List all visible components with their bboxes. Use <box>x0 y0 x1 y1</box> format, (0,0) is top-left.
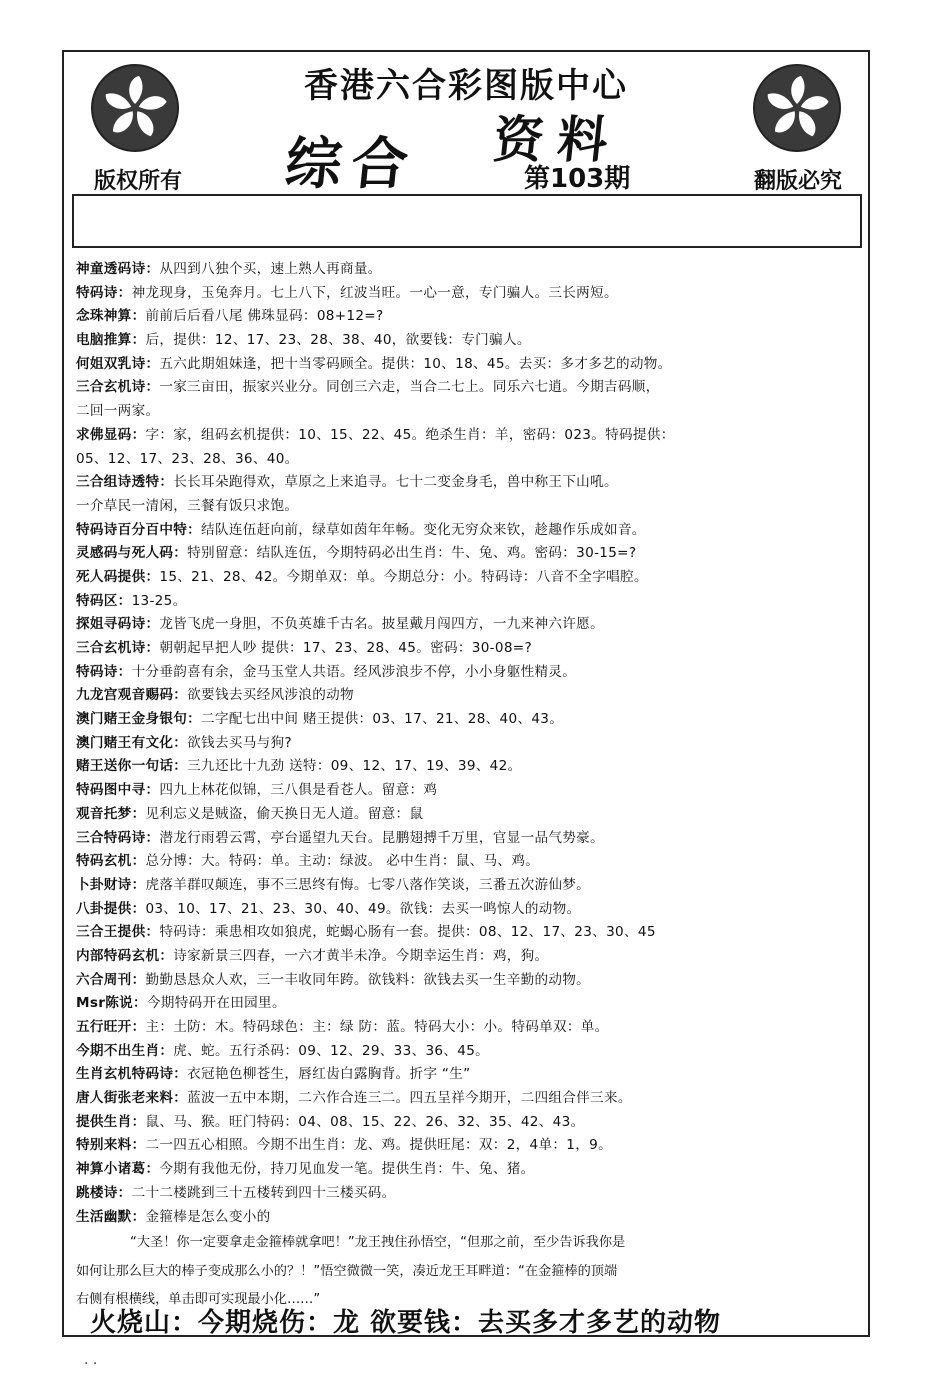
tip-line <box>76 874 860 898</box>
tip-lines <box>76 258 860 1229</box>
tip-text: 特码诗：乘患相攻如狼虎，蛇蝎心肠有一套。提供：08、12、17、23、30、45 <box>159 924 656 941</box>
tip-text: 二十二楼跳到三十五楼转到四十三楼买码。 <box>131 1184 396 1201</box>
tip-text: 龙皆飞虎一身胆，不负英雄千古名。披星戴月闯四方，一九来神六许愿。 <box>159 616 604 633</box>
tip-label: 六合周刊： <box>76 971 146 988</box>
tip-line <box>76 1063 860 1087</box>
tip-label: 生活幽默： <box>76 1208 146 1225</box>
tip-text: 结队连伍赶向前，绿草如茵年年畅。变化无穷众来钦，趁趣作乐成如音。 <box>201 521 646 538</box>
tip-text: 潜龙行雨碧云霄，亭台遥望九天台。昆鹏翅搏千万里，官显一品气势豪。 <box>159 829 604 846</box>
tip-label: 灵感码与死人码： <box>76 545 188 562</box>
tip-label: 电脑推算： <box>76 332 146 349</box>
tip-text: 勤勤恳恳众人欢，三一丰收同年跨。欲钱料：欲钱去买一生辛勤的动物。 <box>145 971 591 988</box>
copyright-left: 版权所有 <box>94 168 183 194</box>
tip-text: 今期特码开在田园里。 <box>146 995 286 1012</box>
tip-text: 后，提供：12、17、23、28、38、40，欲要钱：专门骗人。 <box>145 332 531 349</box>
tip-line <box>76 1016 860 1040</box>
tip-line <box>76 850 860 874</box>
tip-text: 五六此期姐妹逢，把十当零码顾全。提供：10、18、45。去买：多才多艺的动物。 <box>159 355 672 372</box>
tip-line <box>76 1182 860 1206</box>
tip-label: 求佛显码： <box>76 426 146 443</box>
tip-label: 五行旺开： <box>76 1019 146 1035</box>
tip-text: 13-25。 <box>131 592 187 609</box>
tip-label: 特码区： <box>76 592 132 609</box>
tip-line <box>76 566 860 590</box>
tip-text: 鼠、马、猴。旺门特码：04、08、15、22、26、32、35、42、43。 <box>145 1113 585 1130</box>
tip-text: 03、10、17、21、23、30、40、49。欲钱：去买一鸣惊人的动物。 <box>145 900 581 917</box>
tip-label: 三合玄机诗： <box>76 640 160 656</box>
tip-line <box>76 329 860 353</box>
tip-text: 虎、蛇。五行杀码：09、12、29、33、36、45。 <box>173 1042 490 1059</box>
tip-line <box>76 1087 860 1111</box>
tip-label: 探姐寻码诗： <box>76 616 160 633</box>
tip-line <box>76 921 860 945</box>
tip-label: 念珠神算： <box>76 308 146 325</box>
tip-label: 何姐双乳诗： <box>76 355 160 372</box>
tip-line <box>76 898 860 922</box>
tip-line <box>76 353 860 377</box>
issue-number: 第103期 <box>524 164 631 194</box>
tip-line <box>76 945 860 969</box>
tip-line <box>76 708 860 732</box>
tip-label: 死人码提供： <box>76 568 160 585</box>
tip-line <box>76 448 860 472</box>
tip-line <box>76 590 860 614</box>
tip-text: 欲钱去买马与狗? <box>187 734 292 751</box>
tip-line <box>76 732 860 756</box>
tip-text: 15、21、28、42。今期单双：单。今期总分：小。特码诗：八音不全字唱腔。 <box>159 568 648 585</box>
tip-text: 虎落羊群叹颠连，事不三思终有悔。七零八落作笑谈，三番五次游仙梦。 <box>145 876 591 893</box>
tip-line <box>76 424 860 448</box>
tip-line <box>76 542 860 566</box>
tip-text: 欲要钱去买经风涉浪的动物 <box>187 687 354 704</box>
tip-text: 蓝波一五中本期，二六作合连三二。四五呈祥今期开，二四组合伴三来。 <box>187 1090 632 1107</box>
tip-line <box>76 400 860 424</box>
tip-label: 神童透码诗： <box>76 261 160 277</box>
tip-text: 一介草民一清闲，三餐有饭只求饱。 <box>76 497 299 514</box>
tip-text: 见利忘义是贼盗，偷天换日无人道。留意：鼠 <box>145 805 424 822</box>
story-line: 如何让那么巨大的棒子变成那么小的？！”悟空微微一笑，凑近龙王耳畔道：“在金箍棒的顶端 <box>76 1263 618 1279</box>
tip-text: 衣冠艳色柳苍生，唇红齿白露胸背。折字 “生” <box>187 1066 471 1083</box>
story-line: 右侧有根横线，单击即可实现最小化……” <box>76 1292 321 1308</box>
tip-text: 今期有我他无份，持刀见血发一笔。提供生肖：牛、兔、猪。 <box>159 1161 535 1178</box>
tip-text: 三九还比十九劲 送特：09、12、17、19、39、42。 <box>187 758 522 775</box>
tip-label: 特码诗： <box>76 284 132 301</box>
tip-line <box>76 803 860 827</box>
tip-text: 二回一两家。 <box>76 403 160 420</box>
tip-line <box>76 637 860 661</box>
tip-label: 生肖玄机特码诗： <box>76 1066 188 1083</box>
tip-line <box>76 376 860 400</box>
tip-label: 三合组诗透特： <box>76 474 174 491</box>
tip-line <box>76 1158 860 1182</box>
tip-text: 诗家新景三四春，一六才黄半未净。今期幸运生肖：鸡，狗。 <box>173 947 549 964</box>
tip-text: 主：土防：木。特码球色：主：绿 防：蓝。特码大小：小。特码单双：单。 <box>145 1019 609 1035</box>
tip-label: 三合玄机诗： <box>76 379 160 396</box>
tip-line <box>76 1040 860 1064</box>
tip-label: 特别来料： <box>76 1137 146 1154</box>
tip-text: 前前后后看八尾 佛珠显码：08+12=? <box>145 308 384 325</box>
document-sheet <box>62 50 870 1337</box>
tip-label: 九龙宫观音赐码： <box>76 687 188 704</box>
tip-text: 二一四五心相照。今期不出生肖：龙、鸡。提供旺尾：双：2，4单：1，9。 <box>145 1137 612 1154</box>
tip-label: 跳楼诗： <box>76 1184 132 1201</box>
tip-line <box>76 305 860 329</box>
footer-banner: 火烧山：今期烧伤：龙 欲要钱：去买多才多艺的动物 <box>90 1308 722 1338</box>
tip-line <box>76 684 860 708</box>
tip-text: 从四到八独个买，速上熟人再商量。 <box>159 261 382 277</box>
tip-label: 今期不出生肖： <box>76 1042 174 1059</box>
tip-line <box>76 969 860 993</box>
tip-label: 特码玄机： <box>76 853 146 870</box>
tip-text: 四九上林花似锦，三八俱是看苍人。留意：鸡 <box>159 782 438 799</box>
tip-text: 总分博：大。特码：单。主动：绿波。 必中生肖：鼠、马、鸡。 <box>145 853 540 870</box>
tip-text: 十分垂韵喜有余，金马玉堂人共语。经风涉浪步不停，小小身躯性精灵。 <box>131 663 577 680</box>
tip-label: 特码诗百分百中特： <box>76 521 202 538</box>
tip-line <box>76 1134 860 1158</box>
tip-line <box>76 282 860 306</box>
tip-text: 金箍棒是怎么变小的 <box>145 1208 271 1225</box>
tip-text: 神龙现身，玉兔奔月。七上八下，红波当旺。一心一意，专门骗人。三长两短。 <box>131 284 618 301</box>
tip-line <box>76 495 860 519</box>
tip-line <box>76 779 860 803</box>
tip-line <box>76 519 860 543</box>
tip-label: 赌王送你一句话： <box>76 758 188 775</box>
tip-line <box>76 471 860 495</box>
publisher-title: 香港六合彩图版中心 <box>304 66 628 106</box>
tip-label: 特码图中寻： <box>76 782 160 799</box>
tip-label: 澳门赌王金身银句： <box>76 711 202 728</box>
tip-line <box>76 661 860 685</box>
tip-label: 八卦提供： <box>76 900 146 917</box>
tip-label: 卜卦财诗： <box>76 876 146 893</box>
tip-label: 唐人街张老来料： <box>76 1090 188 1107</box>
story-line: “大圣！你一定要拿走金箍棒就拿吧！”龙王拽住孙悟空，“但那之前，至少告诉我你是 <box>130 1235 626 1251</box>
tip-label: 特码诗： <box>76 663 132 680</box>
tip-label: 三合特码诗： <box>76 829 160 846</box>
tip-label: Msr陈说： <box>76 995 147 1012</box>
main-title-ziliao: 资料 <box>490 110 625 169</box>
tip-label: 提供生肖： <box>76 1113 146 1130</box>
tip-text: 二字配七出中间 赌王提供：03、17、21、28、40、43。 <box>201 711 564 728</box>
tip-label: 澳门赌王有文化： <box>76 734 188 751</box>
tip-text: 长长耳朵跑得欢，草原之上来追寻。七十二变金身毛，兽中称王下山吼。 <box>173 474 618 491</box>
tip-line <box>76 613 860 637</box>
tip-line <box>76 755 860 779</box>
tip-text: 特别留意：结队连伍，今期特码必出生肖：牛、兔、鸡。密码：30-15=? <box>187 545 637 562</box>
tip-label: 三合王提供： <box>76 924 160 941</box>
tip-line <box>76 1206 860 1230</box>
tip-text: 字：家，组码玄机提供：10、15、22、45。绝杀生肖：羊，密码：023。特码提供： <box>145 426 675 443</box>
copyright-right: 翻版必究 <box>753 168 842 194</box>
tip-text: 一家三亩田，振家兴业分。同创三六走，当合二七上。同乐六七逍。今期吉码顺， <box>159 379 660 396</box>
tip-text: 05、12、17、23、28、36、40。 <box>76 450 299 467</box>
page-dots: . . <box>84 1352 98 1368</box>
tip-line <box>76 827 860 851</box>
content-body <box>76 258 860 1315</box>
tip-text: 朝朝起早把人吵 提供：17、23、28、45。密码：30-08=? <box>159 640 532 656</box>
tip-line <box>76 992 860 1016</box>
tip-label: 内部特码玄机： <box>76 947 174 964</box>
tip-line <box>76 258 860 282</box>
tip-label: 神算小诸葛： <box>76 1161 160 1178</box>
header <box>64 52 868 197</box>
blank-banner-box <box>72 194 862 248</box>
tip-label: 观音托梦： <box>76 805 146 822</box>
tip-line <box>76 1111 860 1135</box>
main-title-zonghe: 综合 <box>282 131 422 197</box>
